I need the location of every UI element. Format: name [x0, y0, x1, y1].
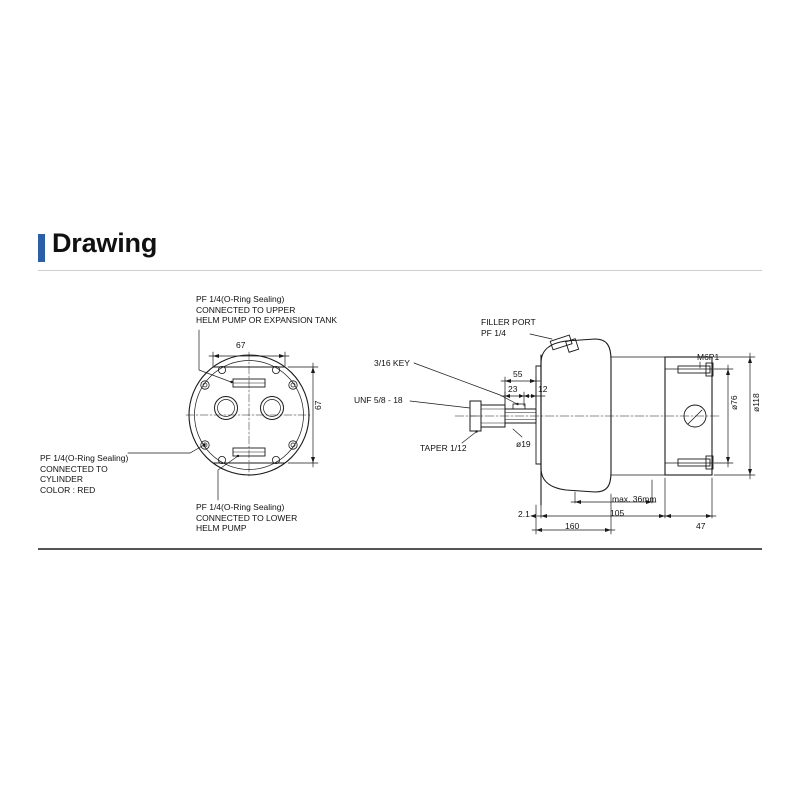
- dimension-47: 47: [696, 521, 706, 531]
- dimension-160: 160: [565, 521, 580, 531]
- dimension-23: 23: [508, 384, 518, 394]
- dimension-bore-19: ø19: [516, 439, 531, 449]
- dimension-67-horizontal: 67: [236, 340, 246, 350]
- annotation-key: 3/16 KEY: [374, 358, 410, 368]
- dimension-2-1: 2.1: [518, 509, 530, 519]
- leaders-front: [128, 330, 239, 500]
- side-dimensions: [410, 334, 755, 534]
- annotation-thread: UNF 5/8 - 18: [354, 395, 403, 405]
- dimension-67-vertical: 67: [313, 400, 323, 410]
- side-view: [455, 335, 720, 505]
- annotation-lower-port: PF 1/4(O-Ring Sealing) CONNECTED TO LOWER HELM PUMP: [196, 502, 298, 533]
- dimension-max-36mm: max. 36mm: [612, 494, 657, 504]
- annotation-upper-port: PF 1/4(O-Ring Sealing) CONNECTED TO UPPER HELM PUMP OR EXPANSION TANK: [196, 294, 338, 325]
- annotation-m6p1: M6P1: [697, 352, 720, 362]
- annotation-filler-port: FILLER PORT PF 1/4: [481, 317, 536, 338]
- annotation-cylinder-port: PF 1/4(O-Ring Sealing) CONNECTED TO CYLINDER COLOR : RED: [40, 453, 129, 495]
- dimension-105: 105: [610, 508, 625, 518]
- dimension-diameter-76: ø76: [729, 395, 739, 410]
- front-view: [186, 352, 312, 478]
- dimension-55: 55: [513, 369, 523, 379]
- dimension-12: 12: [538, 384, 548, 394]
- annotation-taper: TAPER 1/12: [420, 443, 467, 453]
- page-title: Drawing: [52, 228, 158, 258]
- dimension-diameter-118: ø118: [751, 393, 761, 412]
